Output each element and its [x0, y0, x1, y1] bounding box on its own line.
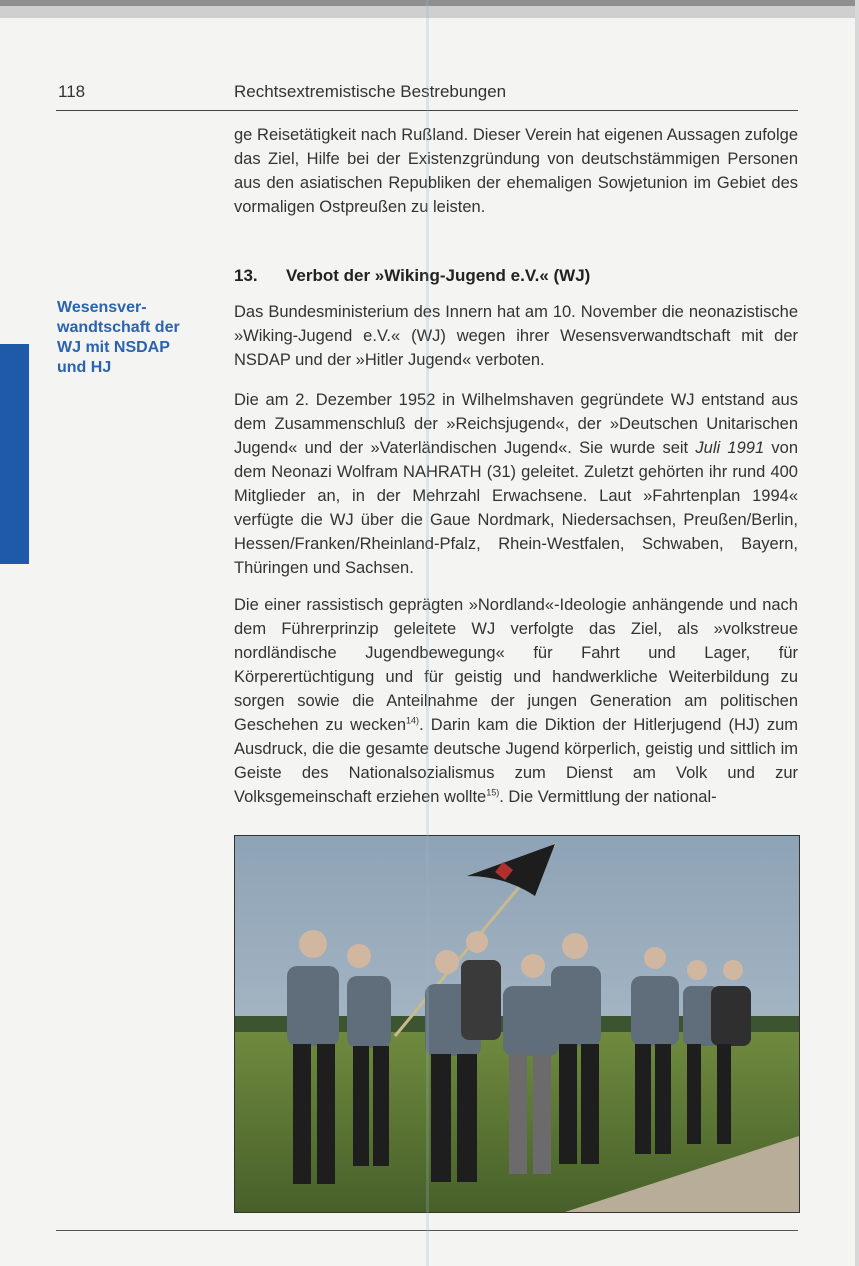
marching-group-photo	[234, 835, 800, 1213]
paragraph-3	[234, 388, 798, 580]
paragraph-3-italic: Juli 1991	[695, 439, 765, 457]
section-number: 13.	[234, 266, 258, 285]
paragraph-4-text-b: . Darin kam die Diktion der Hitlerjugend (HJ) zum Ausdruck, die die gesamte deutsche Jugend körperlich, geistig und sittlich im Geiste des Nationalsozialismus zum Dienst am Volk und zur Volksgemeinschaft erziehen wollte	[234, 716, 798, 806]
margin-note: Wesensver-wandtschaft der WJ mit NSDAP und HJ	[57, 299, 180, 376]
footnote-ref-14: 14)	[406, 715, 420, 726]
running-title: Rechtsextremistische Bestrebungen	[234, 82, 507, 101]
paragraph-4	[234, 593, 798, 809]
scan-top-edge	[0, 0, 859, 18]
scan-right-edge	[855, 0, 859, 1266]
section-heading	[234, 266, 590, 286]
paragraph-3-text-a: Die am 2. Dezember 1952 in Wilhelmshaven gegründete WJ entstand aus dem Zusammenschluß der »Reichsjugend«, der »Deutschen Unitarischen Jugend« und der »Vaterländischen Jugend«. Sie wurde seit	[234, 391, 798, 457]
paragraph-1: ge Reisetätigkeit nach Rußland. Dieser Verein hat eigenen Aussagen zufolge das Ziel, Hilfe bei der Existenzgründung von deutschstämmigen Personen aus den asiatischen Republiken der ehemaligen Sowjetunion im Gebiet des vormaligen Ostpreußen zu leisten.	[234, 126, 798, 216]
scan-artifact-line	[426, 0, 429, 1266]
page-number: 118	[58, 82, 86, 101]
paragraph-4-text-c: . Die Vermittlung der national-	[499, 788, 717, 806]
margin-accent-bar	[0, 344, 29, 564]
paragraph-2: Das Bundesministerium des Innern hat am 10. November die neonazistische »Wiking-Jugend e.V.« (WJ) wegen ihrer Wesensverwandtschaft mit der NSDAP und der »Hitler Jugend« verboten.	[234, 303, 798, 369]
section-title: Verbot der »Wiking-Jugend e.V.« (WJ)	[286, 266, 591, 285]
footnote-ref-15: 15)	[486, 787, 500, 798]
paragraph-4-text-a: Die einer rassistisch geprägten »Nordland«-Ideologie anhängende und nach dem Führerprinzip geleitete WJ verfolgte das Ziel, als »volkstreue nordländische Jugendbewegung« für Fahrt und Lager, für Körperertüchtigung und für geistig und handwerkliche Weiterbildung zu sorgen sowie die Anteilnahme der jungen Generation am politischen Geschehen zu wecken	[234, 596, 798, 734]
paragraph-3-text-b: von dem Neonazi Wolfram NAHRATH (31) geleitet. Zuletzt gehörten ihr rund 400 Mitglieder an, in der Mehrzahl Erwachsene. Laut »Fahrtenplan 1994« verfügte die WJ über die Gaue Nordmark, Niedersachsen, Preußen/Berlin, Hessen/Franken/Rheinland-Pfalz, Rhein-Westfalen, Schwaben, Bayern, Thüringen und Sachsen.	[234, 439, 799, 577]
